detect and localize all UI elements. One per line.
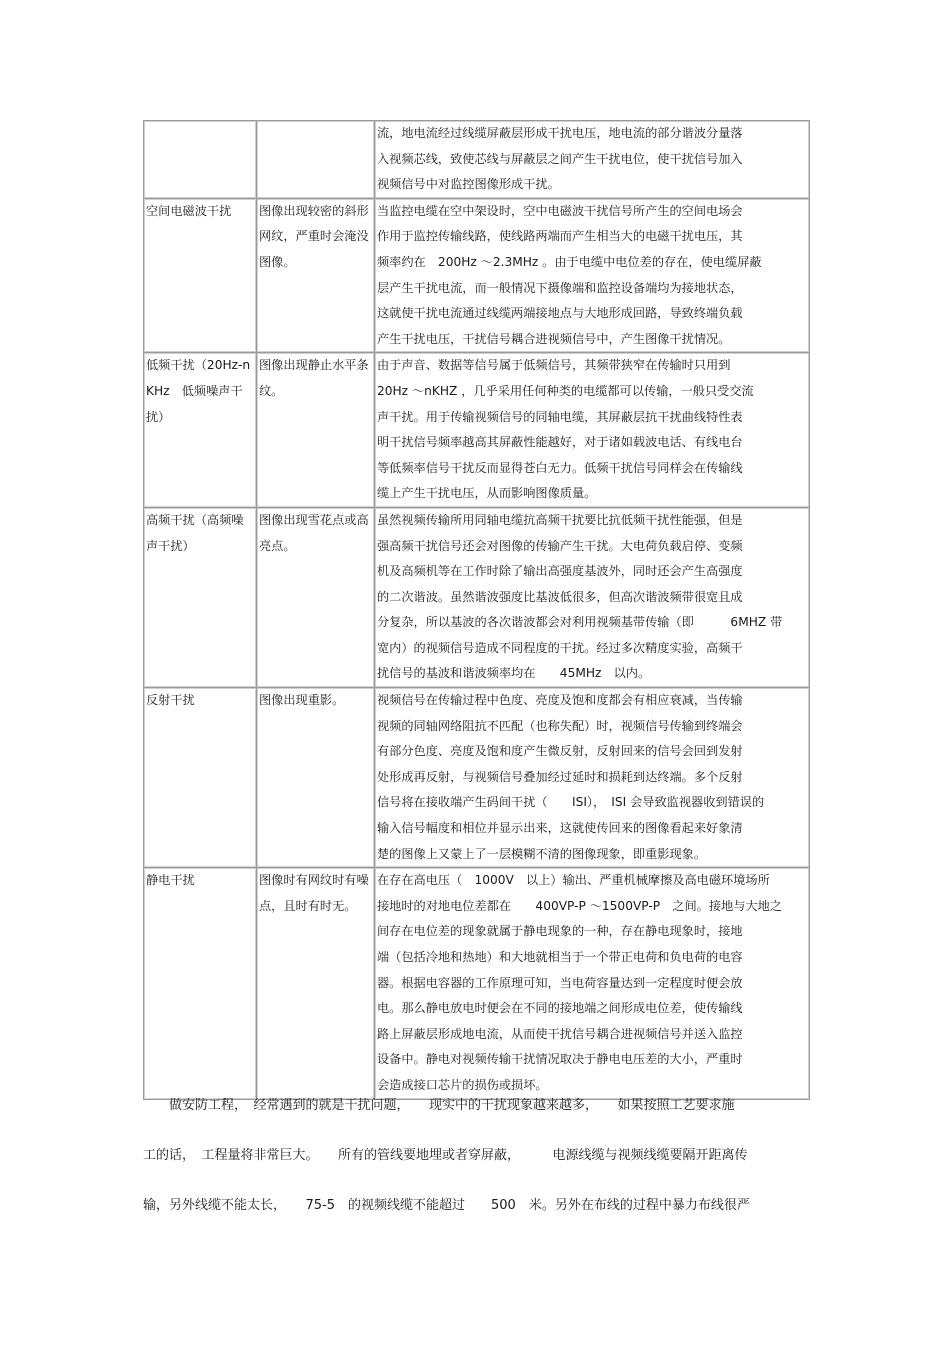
cause-line: 作用于监控传输线路，使线路两端而产生相当大的电磁干扰电压，其 [377,229,743,244]
interference-type: 静电干扰 [146,873,195,888]
cause-line: 20Hz ～nKHZ ，几乎采用任何种类的电缆都可以传输，一般只受交流 [377,383,754,398]
interference-table [143,120,810,1100]
symptom-cell [257,507,375,687]
symptom-text: 图像出现较密的斜形网纹，严重时会淹没图像。 [259,203,369,269]
cause-line: 等低频率信号干扰反而显得苍白无力。低频干扰信号同样会在传输线 [377,460,743,475]
interference-type: 高频干扰（高频噪声干扰） [146,512,244,553]
cause-cell [375,353,810,508]
interference-type-cell [144,353,257,508]
body-paragraph-line-2: 工的话， 工程量将非常巨大。 所有的管线要地埋或者穿屏蔽， 电源线缆与视频线缆要隔开距离传 [143,1148,748,1163]
cause-line: 会造成接口芯片的损伤或损坏。 [377,1077,548,1092]
symptom-cell [257,688,375,868]
cause-line: 当监控电缆在空中架设时，空中电磁波干扰信号所产生的空间电场会 [377,203,743,218]
table-row [144,507,810,687]
cause-cell [375,868,810,1099]
symptom-text: 图像出现静止水平条纹。 [259,358,369,398]
cause-line: 处形成再反射，与视频信号叠加经过延时和损耗到达终端。多个反射 [377,769,743,784]
symptom-cell [257,868,375,1099]
interference-type-cell [144,121,257,199]
cause-line: 强高频干扰信号还会对图像的传输产生干扰。大电荷负载启停、变频 [377,538,743,553]
cause-line: 接地时的对地电位差都在 400VP-P ～1500VP-P 之间。接地与大地之 [377,898,782,913]
cause-line: 信号将在接收端产生码间干扰（ ISI）， ISI 会导致监视器收到错误的 [377,795,765,810]
interference-type: 低频干扰（20Hz-nKHz 低频噪声干扰） [146,358,251,424]
interference-type-cell [144,688,257,868]
cause-line: 在存在高电压（ 1000V 以上）输出、严重机械摩擦及高电磁环境场所 [377,873,770,888]
cause-line: 端（包括冷地和热地）和大地就相当于一个带正电荷和负电荷的电容 [377,950,743,964]
cause-line: 电。那么静电放电时便会在不同的接地端之间形成电位差，使传输线 [377,1001,743,1016]
cause-line: 有部分色度、亮度及饱和度产生微反射，反射回来的信号会回到发射 [377,744,743,759]
interference-type: 反射干扰 [146,693,195,708]
cause-line: 入视频芯线，致使芯线与屏蔽层之间产生干扰电位，使干扰信号加入 [377,151,743,166]
cause-line: 设备中。静电对视频传输干扰情况取决于静电电压差的大小，严重时 [377,1052,743,1067]
symptom-text: 图像出现雪花点或高亮点。 [259,512,369,553]
cause-line: 楚的图像上又蒙上了一层模糊不清的图像现象，即重影现象。 [377,846,707,861]
cause-cell [375,507,810,687]
cause-line: 流，地电流经过线缆屏蔽层形成干扰电压，地电流的部分谐波分量落 [377,126,743,140]
cause-line: 器。根据电容器的工作原理可知，当电荷容量达到一定程度时便会放 [377,975,743,990]
interference-type: 空间电磁波干扰 [146,203,232,218]
cause-line: 由于声音、数据等信号属于低频信号，其频带狭窄在传输时只用到 [377,358,731,373]
cause-line: 视频的同轴网络阻抗不匹配（也称失配）时，视频信号传输到终端会 [377,718,743,733]
body-paragraph-line-3: 输，另外线缆不能太长， 75-5 的视频线缆不能超过 500 米。另外在布线的过程中暴力布线很严 [143,1198,750,1213]
symptom-cell [257,353,375,508]
cause-cell [375,688,810,868]
cause-line: 视频信号中对监控图像形成干扰。 [377,177,560,192]
cause-cell [375,198,810,353]
table-row [144,198,810,353]
cause-line: 声干扰。用于传输视频信号的同轴电缆，其屏蔽层抗干扰曲线特性表 [377,409,743,424]
cause-line: 视频信号在传输过程中色度、亮度及饱和度都会有相应衰减，当传输 [377,693,743,708]
cause-line: 路上屏蔽层形成地电流，从而使干扰信号耦合进视频信号并送入监控 [377,1026,743,1041]
cause-line: 缆上产生干扰电压，从而影响图像质量。 [377,486,597,501]
symptom-cell [257,198,375,353]
symptom-text: 图像出现重影。 [259,693,345,708]
cause-line: 间存在电位差的现象就属于静电现象的一种，存在静电现象时，接地 [377,924,743,939]
table-row [144,868,810,1099]
cause-line: 宽内）的视频信号造成不同程度的干扰。经过多次精度实验，高频干 [377,640,743,655]
cause-line: 输入信号幅度和相位并显示出来，这就使传回来的图像看起来好象清 [377,821,743,836]
cause-line: 明干扰信号频率越高其屏蔽性能越好，对于诸如载波电话、有线电台 [377,435,743,450]
interference-type-cell [144,868,257,1099]
cause-line: 机及高频机等在工作时除了输出高强度基波外，同时还会产生高强度 [377,564,743,579]
cause-line: 产生干扰电压，干扰信号耦合进视频信号中，产生图像干扰情况。 [377,331,731,346]
cause-cell [375,121,810,199]
table-row [144,688,810,868]
cause-line: 分复杂，所以基波的各次谐波都会对利用视频基带传输（即 6MHZ 带 [377,615,783,630]
table-row [144,353,810,508]
symptom-cell [257,121,375,199]
cause-line: 虽然视频传输所用同轴电缆抗高频干扰要比抗低频干扰性能强，但是 [377,512,743,527]
cause-line: 频率约在 200Hz ～2.3MHz 。由于电缆中电位差的存在，使电缆屏蔽 [377,254,762,269]
interference-type-cell [144,198,257,353]
cause-line: 层产生干扰电流，而一般情况下摄像端和监控设备端均为接地状态， [377,280,743,295]
interference-table-body [144,121,810,1100]
symptom-text: 图像时有网纹时有噪点，且时有时无。 [259,873,369,913]
table-row [144,121,810,199]
cause-line: 的二次谐波。虽然谐波强度比基波低很多，但高次谐波频带很宽且成 [377,589,743,604]
body-paragraph-line-1: 做安防工程， 经常遇到的就是干扰问题， 现实中的干扰现象越来越多， 如果按照工艺要求施 [143,1098,735,1113]
interference-type-cell [144,507,257,687]
cause-line: 这就使干扰电流通过线缆两端接地点与大地形成回路，导致终端负载 [377,306,743,321]
cause-line: 扰信号的基波和谐波频率均在 45MHz 以内。 [377,666,651,681]
